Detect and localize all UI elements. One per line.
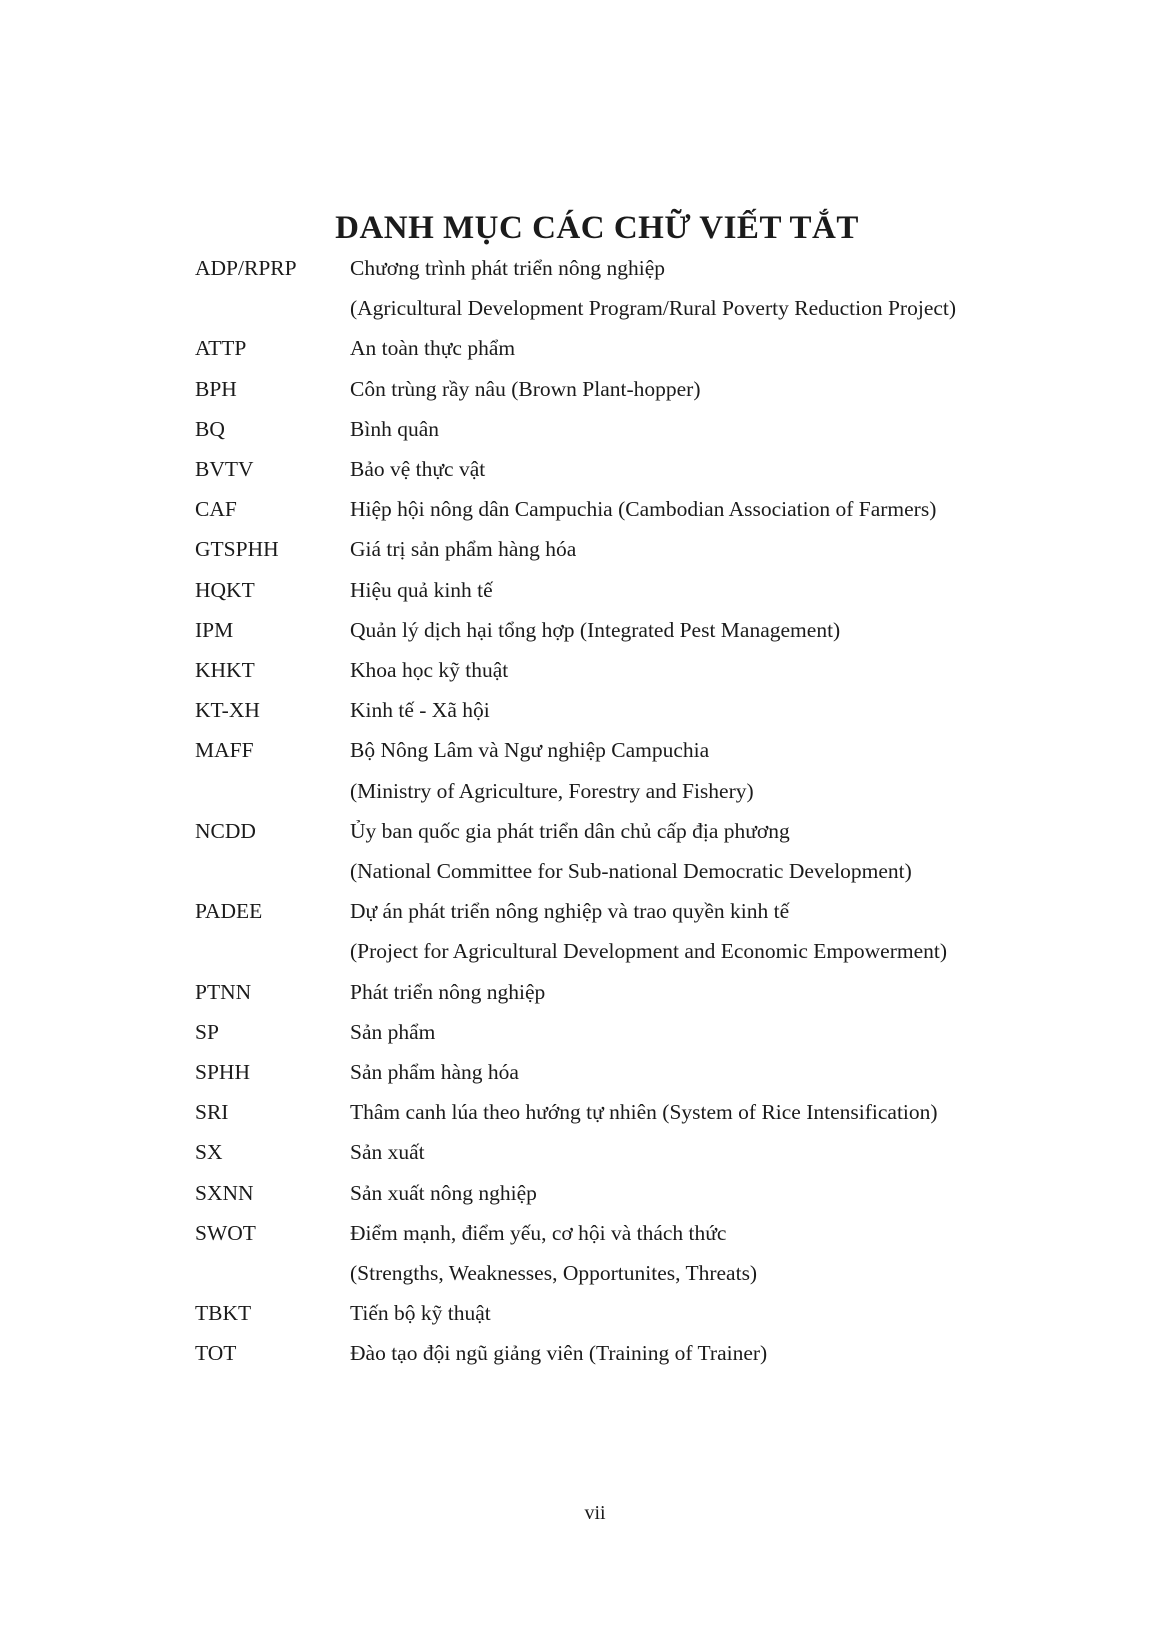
definition-line: Sản xuất nông nghiệp <box>350 1180 537 1205</box>
definition-line: Đào tạo đội ngũ giảng viên (Training of Trainer) <box>350 1341 768 1366</box>
abbreviation-code: PTNN <box>195 979 252 1004</box>
definition-line: (National Committee for Sub-national Democratic Development) <box>350 859 912 884</box>
abbreviation-code: SWOT <box>195 1220 256 1245</box>
page-title: DANH MỤC CÁC CHỮ VIẾT TẮT <box>335 210 859 247</box>
definition-line: (Ministry of Agriculture, Forestry and Fishery) <box>350 778 754 803</box>
abbreviation-code: GTSPHH <box>195 537 279 562</box>
definition-line: Sản xuất <box>350 1140 425 1165</box>
abbreviation-code: HQKT <box>195 577 255 602</box>
definition-line: Chương trình phát triển nông nghiệp <box>350 256 666 280</box>
abbreviation-definition <box>350 1132 1098 1172</box>
abbreviation-code: SXNN <box>195 1180 254 1205</box>
abbreviation-definition <box>350 650 1098 690</box>
abbreviation-row <box>195 449 1098 489</box>
abbreviation-row <box>195 489 1098 529</box>
definition-line: Côn trùng rầy nâu (Brown Plant-hopper) <box>350 376 701 401</box>
abbreviation-definition <box>350 409 1098 449</box>
abbreviation-definition <box>350 1092 1098 1132</box>
abbreviation-row <box>195 1333 1098 1373</box>
definition-line: An toàn thực phẩm <box>350 336 516 361</box>
abbreviation-definition <box>350 610 1098 650</box>
abbreviation-code: SX <box>195 1140 223 1165</box>
definition-line: Dự án phát triển nông nghiệp và trao quyền kinh tế <box>350 899 790 924</box>
abbreviation-code: ADP/RPRP <box>195 256 297 280</box>
abbreviation-row <box>195 409 1098 449</box>
definition-line: Khoa học kỹ thuật <box>350 658 509 683</box>
abbreviation-code: BVTV <box>195 457 254 482</box>
definition-line: (Agricultural Development Program/Rural Poverty Reduction Project) <box>350 296 957 321</box>
abbreviation-row <box>195 1213 1098 1293</box>
abbreviation-code: KT-XH <box>195 698 260 723</box>
abbreviation-code: ATTP <box>195 336 247 361</box>
definition-line: (Project for Agricultural Development and Economic Empowerment) <box>350 939 948 964</box>
abbreviation-row <box>195 610 1098 650</box>
definition-line: Bình quân <box>350 416 439 441</box>
abbreviation-code: CAF <box>195 497 237 522</box>
abbreviation-row <box>195 891 1098 971</box>
abbreviation-definition <box>350 489 1098 529</box>
abbreviation-definition <box>350 730 1098 810</box>
abbreviation-definition <box>350 529 1098 569</box>
abbreviation-code: PADEE <box>195 899 263 924</box>
abbreviation-row <box>195 690 1098 730</box>
abbreviation-definition <box>350 328 1098 368</box>
abbreviation-definition <box>350 972 1098 1012</box>
abbreviation-definition <box>350 811 1098 891</box>
abbreviation-row <box>195 248 1098 328</box>
definition-line: (Strengths, Weaknesses, Opportunites, Threats) <box>350 1261 758 1286</box>
abbreviation-code: TOT <box>195 1341 237 1366</box>
abbreviation-definition <box>350 690 1098 730</box>
abbreviation-code: NCDD <box>195 818 256 843</box>
page-number: vii <box>584 1502 606 1524</box>
definition-line: Phát triển nông nghiệp <box>350 979 546 1004</box>
definition-line: Điểm mạnh, điểm yếu, cơ hội và thách thức <box>350 1220 727 1245</box>
abbreviation-row <box>195 730 1098 810</box>
abbreviation-code: SRI <box>195 1100 229 1125</box>
abbreviation-code: KHKT <box>195 658 255 683</box>
abbreviation-definition <box>350 570 1098 610</box>
abbreviation-code: BPH <box>195 376 237 401</box>
definition-line: Thâm canh lúa theo hướng tự nhiên (System of Rice Intensification) <box>350 1100 938 1125</box>
definition-line: Sản phẩm <box>350 1019 436 1044</box>
abbreviation-row <box>195 369 1098 409</box>
definition-line: Tiến bộ kỹ thuật <box>350 1301 491 1326</box>
abbreviation-definition <box>350 1173 1098 1213</box>
abbreviation-row <box>195 570 1098 610</box>
abbreviation-definition <box>350 1052 1098 1092</box>
abbreviation-row <box>195 1132 1098 1172</box>
abbreviation-row <box>195 811 1098 891</box>
abbreviation-row <box>195 1173 1098 1213</box>
definition-line: Giá trị sản phẩm hàng hóa <box>350 537 577 562</box>
abbreviation-definition <box>350 369 1098 409</box>
abbreviation-code: SP <box>195 1019 219 1044</box>
definition-line: Bộ Nông Lâm và Ngư nghiệp Campuchia <box>350 738 710 763</box>
abbreviation-row <box>195 1293 1098 1333</box>
definition-line: Kinh tế - Xã hội <box>350 698 490 723</box>
abbreviation-code: MAFF <box>195 738 254 763</box>
abbreviation-definition <box>350 1293 1098 1333</box>
abbreviation-row <box>195 1052 1098 1092</box>
abbreviation-code: SPHH <box>195 1060 250 1085</box>
definition-line: Bảo vệ thực vật <box>350 457 486 482</box>
abbreviation-definition <box>350 1333 1098 1373</box>
abbreviation-list <box>195 248 1098 1374</box>
abbreviation-definition <box>350 891 1098 971</box>
abbreviation-definition <box>350 449 1098 489</box>
abbreviation-row <box>195 1092 1098 1132</box>
definition-line: Quản lý dịch hại tổng hợp (Integrated Pest Management) <box>350 617 841 642</box>
abbreviation-definition <box>350 1213 1098 1293</box>
abbreviation-definition <box>350 1012 1098 1052</box>
definition-line: Ủy ban quốc gia phát triển dân chủ cấp địa phương <box>350 818 790 843</box>
abbreviation-row <box>195 529 1098 569</box>
abbreviation-row <box>195 650 1098 690</box>
abbreviation-row <box>195 328 1098 368</box>
definition-line: Hiệu quả kinh tế <box>350 577 493 602</box>
abbreviation-definition <box>350 248 1098 328</box>
abbreviation-row <box>195 972 1098 1012</box>
definition-line: Hiệp hội nông dân Campuchia (Cambodian Association of Farmers) <box>350 497 937 522</box>
abbreviation-code: TBKT <box>195 1301 252 1326</box>
abbreviation-code: BQ <box>195 416 225 441</box>
definition-line: Sản phẩm hàng hóa <box>350 1060 519 1085</box>
abbreviation-row <box>195 1012 1098 1052</box>
abbreviation-code: IPM <box>195 617 234 642</box>
